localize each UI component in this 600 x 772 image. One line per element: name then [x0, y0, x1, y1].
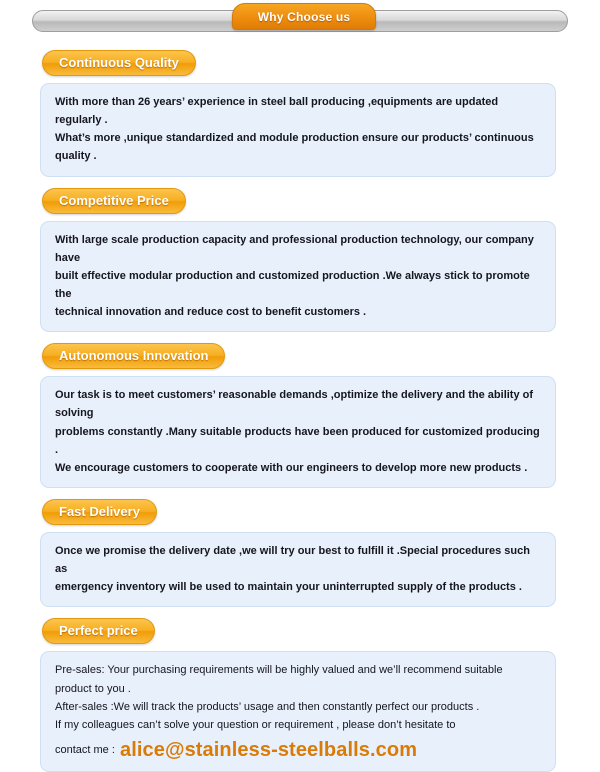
section-line: Our task is to meet customers’ reasonable demands ,optimize the delivery and the ability of solving: [55, 389, 534, 420]
section-line: We encourage customers to cooperate with our engineers to develop more new products .: [55, 461, 528, 474]
header-tab: [232, 3, 376, 30]
section-body-card: [40, 221, 556, 333]
section-line: problems constantly .Many suitable products have been produced for customized producing .: [55, 425, 540, 456]
section-line: Pre-sales: Your purchasing requirements will be highly valued and we’ll recommend suitable: [55, 664, 503, 677]
section-autonomous-innovation: [40, 343, 572, 488]
sections-container: [0, 42, 600, 772]
section-line: What’s more ,unique standardized and module production ensure our products’ continuous quality .: [55, 132, 534, 163]
section-line: After-sales :We will track the products’ usage and then constantly perfect our products .: [55, 700, 480, 713]
section-line: With large scale production capacity and professional production technology, our company have: [55, 233, 534, 264]
section-title-badge: Fast Delivery: [42, 499, 157, 525]
section-line: With more than 26 years’ experience in steel ball producing ,equipments are updated regularly .: [55, 96, 499, 127]
section-title-badge: Continuous Quality: [42, 50, 196, 76]
section-line: If my colleagues can’t solve your question or requirement , please don’t hesitate to: [55, 718, 456, 731]
page-header: [0, 0, 600, 42]
header-tab-label: Why Choose us: [257, 9, 351, 24]
section-line: built effective modular production and customized production .We always stick to promote the: [55, 269, 530, 300]
section-body-card: [40, 83, 556, 177]
section-line: emergency inventory will be used to maintain your uninterrupted supply of the products .: [55, 581, 522, 594]
section-fast-delivery: [40, 499, 572, 607]
section-line: Once we promise the delivery date ,we will try our best to fulfill it .Special procedures such as: [55, 544, 530, 576]
section-competitive-price: [40, 188, 572, 333]
contact-prefix: contact me :: [55, 743, 115, 756]
contact-line: [55, 734, 541, 767]
section-line: product to you .: [55, 682, 131, 695]
section-line: technical innovation and reduce cost to benefit customers .: [55, 306, 367, 319]
section-continuous-quality: [40, 50, 572, 177]
section-title-badge: Perfect price: [42, 618, 155, 644]
section-body-card: [40, 532, 556, 607]
section-title-badge: Competitive Price: [42, 188, 186, 214]
section-title-badge: Autonomous Innovation: [42, 343, 225, 369]
section-perfect-price: [40, 618, 572, 772]
section-body-card: [40, 376, 556, 488]
section-body-card: [40, 651, 556, 772]
contact-email[interactable]: alice@stainless-steelballs.com: [119, 738, 418, 761]
